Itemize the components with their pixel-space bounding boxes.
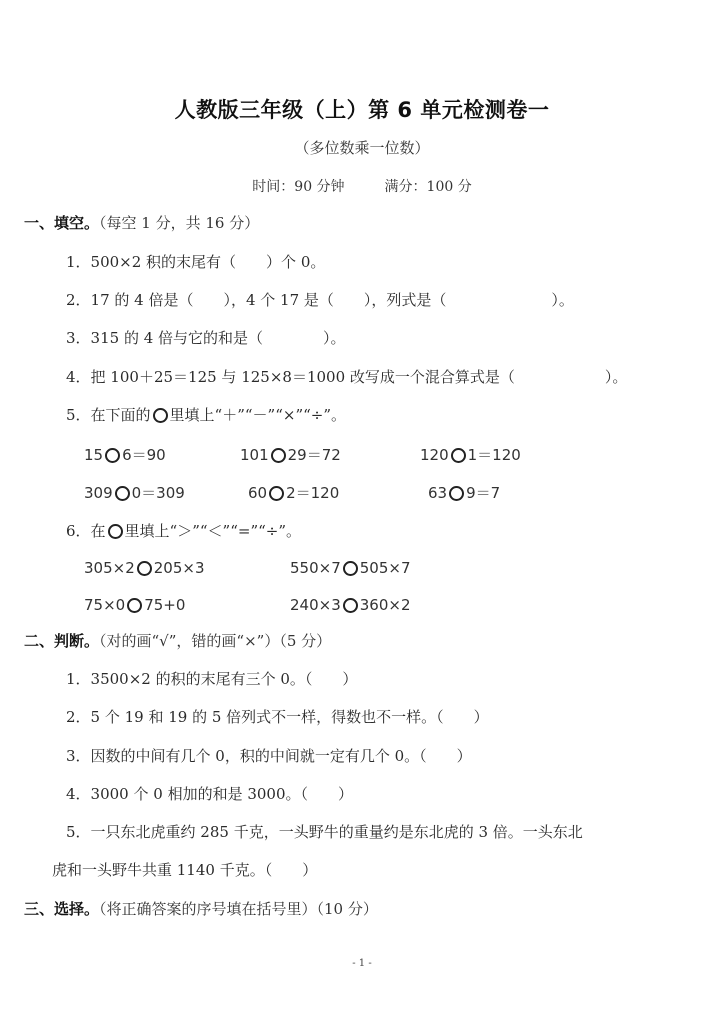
exam-time: 时间：90 分钟 bbox=[252, 179, 345, 195]
operand: 309 bbox=[84, 484, 113, 502]
operator-blank[interactable] bbox=[420, 444, 521, 465]
question-2-5-line2: 虎和一头野牛共重 1140 千克。（ ） bbox=[52, 861, 318, 879]
circle-icon bbox=[153, 408, 168, 423]
question-1-3: 3．315 的 4 倍与它的和是（ ）。 bbox=[66, 329, 346, 347]
section-true-false-heading bbox=[24, 630, 331, 651]
compare-blank[interactable] bbox=[290, 559, 411, 577]
operand: 75+0 bbox=[144, 596, 186, 614]
circle-icon[interactable] bbox=[105, 448, 120, 463]
operand: 120 bbox=[420, 446, 449, 464]
operand: 2＝120 bbox=[286, 484, 340, 502]
question-text: 里填上“＞”“＜”“=”“÷”。 bbox=[124, 522, 302, 540]
question-2-2: 2．5 个 19 和 19 的 5 倍列式不一样，得数也不一样。（ ） bbox=[66, 708, 489, 726]
operand: 9＝7 bbox=[466, 484, 501, 502]
operand: 240×3 bbox=[290, 596, 341, 614]
operator-blank[interactable] bbox=[84, 482, 185, 503]
operand: 305×2 bbox=[84, 559, 135, 577]
circle-icon[interactable] bbox=[449, 486, 464, 501]
question-1-1: 1．500×2 积的末尾有（ ）个 0。 bbox=[66, 253, 326, 271]
question-1-4: 4．把 100＋25＝125 与 125×8＝1000 改写成一个混合算式是（ ）。 bbox=[66, 368, 628, 386]
operand: 205×3 bbox=[153, 559, 205, 577]
operator-blank[interactable] bbox=[248, 482, 339, 503]
operand: 6＝90 bbox=[122, 446, 166, 464]
operand: 1＝120 bbox=[467, 446, 521, 464]
section-note: （每空 1 分，共 16 分） bbox=[99, 214, 260, 232]
operator-blank[interactable] bbox=[428, 482, 500, 503]
operand: 101 bbox=[240, 446, 269, 464]
section-title: 一、填空。 bbox=[24, 214, 100, 232]
exam-full-score: 满分：100 分 bbox=[384, 179, 472, 195]
circle-icon[interactable] bbox=[343, 598, 358, 613]
compare-blank[interactable] bbox=[290, 596, 411, 614]
circle-icon[interactable] bbox=[271, 448, 286, 463]
operand: 60 bbox=[248, 484, 268, 502]
question-2-4: 4．3000 个 0 相加的和是 3000。（ ） bbox=[66, 785, 354, 803]
section-fill-blank-heading bbox=[24, 212, 259, 233]
circle-icon[interactable] bbox=[451, 448, 466, 463]
circle-icon bbox=[108, 524, 123, 539]
operand: 550×7 bbox=[290, 559, 341, 577]
operand: 360×2 bbox=[359, 596, 411, 614]
question-text: 6．在 bbox=[66, 522, 106, 540]
operand: 15 bbox=[84, 446, 104, 464]
operator-blank[interactable] bbox=[240, 444, 341, 465]
question-2-3: 3．因数的中间有几个 0，积的中间就一定有几个 0。（ ） bbox=[66, 747, 472, 765]
page-number: - 1 - bbox=[352, 958, 372, 969]
operator-blank[interactable] bbox=[84, 444, 166, 465]
operand: 75×0 bbox=[84, 596, 126, 614]
question-text: 5．在下面的 bbox=[66, 406, 151, 424]
circle-icon[interactable] bbox=[269, 486, 284, 501]
circle-icon[interactable] bbox=[127, 598, 142, 613]
exam-meta bbox=[0, 176, 724, 196]
question-1-6 bbox=[66, 520, 301, 541]
compare-blank[interactable] bbox=[84, 596, 185, 614]
section-note: （将正确答案的序号填在括号里）（10 分） bbox=[99, 900, 378, 918]
operand: 63 bbox=[428, 484, 448, 502]
operand: 505×7 bbox=[359, 559, 411, 577]
section-choice-heading bbox=[24, 898, 378, 919]
question-1-5 bbox=[66, 404, 346, 425]
question-2-1: 1．3500×2 的积的末尾有三个 0。（ ） bbox=[66, 670, 358, 688]
circle-icon[interactable] bbox=[137, 561, 152, 576]
section-note: （对的画“√”，错的画“×”）（5 分） bbox=[99, 632, 332, 650]
page-subtitle: （多位数乘一位数） bbox=[294, 139, 430, 157]
section-title: 二、判断。 bbox=[24, 632, 100, 650]
question-1-2: 2．17 的 4 倍是（ ），4 个 17 是（ ），列式是（ ）。 bbox=[66, 291, 574, 309]
question-2-5-line1: 5．一只东北虎重约 285 千克，一头野牛的重量约是东北虎的 3 倍。一头东北 bbox=[66, 823, 583, 841]
compare-blank[interactable] bbox=[84, 559, 205, 577]
section-title: 三、选择。 bbox=[24, 900, 100, 918]
operand: 29＝72 bbox=[287, 446, 341, 464]
question-text: 里填上“＋”“－”“×”“÷”。 bbox=[169, 406, 347, 424]
circle-icon[interactable] bbox=[343, 561, 358, 576]
circle-icon[interactable] bbox=[115, 486, 130, 501]
operand: 0＝309 bbox=[131, 484, 185, 502]
page-title: 人教版三年级（上）第 6 单元检测卷一 bbox=[174, 98, 550, 122]
